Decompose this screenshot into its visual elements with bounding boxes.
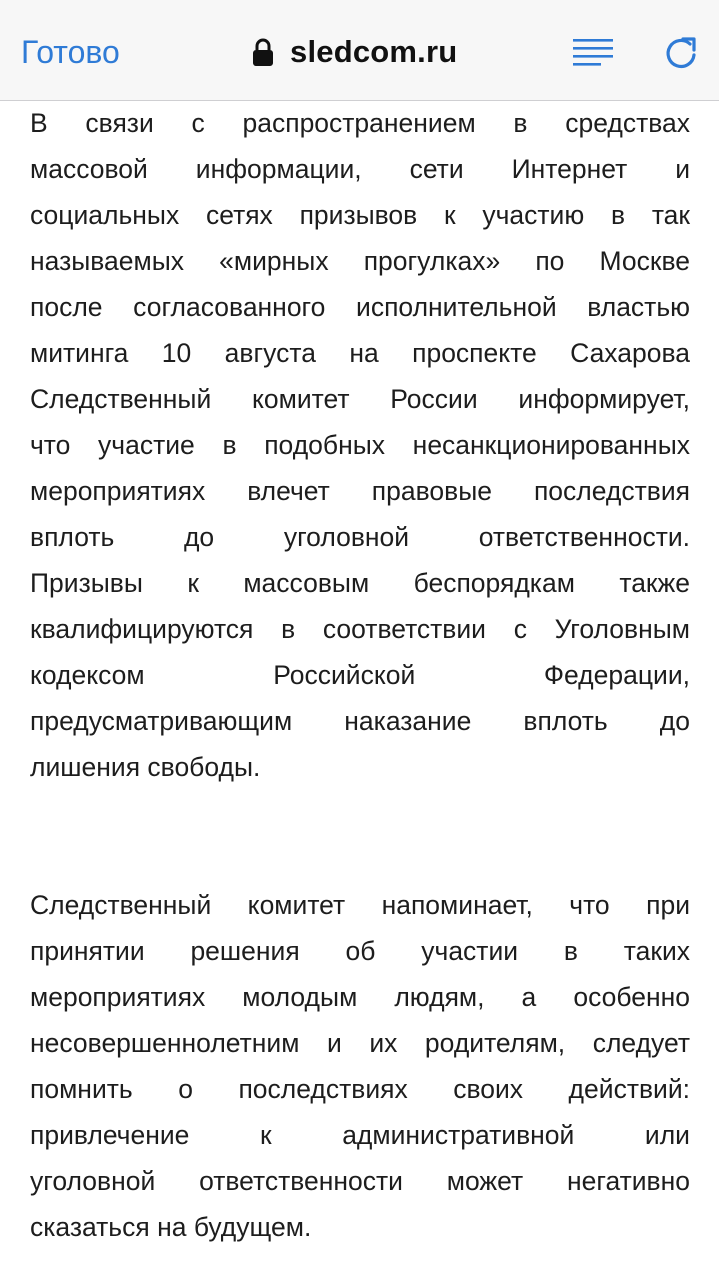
text-line: Следственный комитет напоминает, что при xyxy=(30,890,690,920)
text-line: мероприятиях молодым людям, а особенно xyxy=(30,982,690,1012)
text-line: уголовной ответственности может негативно xyxy=(30,1166,690,1196)
text-line: несовершеннолетним и их родителям, следует xyxy=(30,1028,690,1058)
text-line: кодексом Российской Федерации, xyxy=(30,660,690,690)
text-line: принятии решения об участии в таких xyxy=(30,936,690,966)
text-line: помнить о последствиях своих действий: xyxy=(30,1074,690,1104)
text-line: сказаться на будущем. xyxy=(30,1212,312,1242)
text-line: после согласованного исполнительной властью xyxy=(30,292,690,322)
text-line: массовой информации, сети Интернет и xyxy=(30,154,690,184)
text-line: Призывы к массовым беспорядкам также xyxy=(30,568,690,598)
text-line: митинга 10 августа на проспекте Сахарова xyxy=(30,338,690,368)
reader-mode-icon[interactable] xyxy=(573,38,613,68)
domain-text: sledcom.ru xyxy=(290,34,458,69)
lock-icon xyxy=(252,37,274,67)
text-line: мероприятиях влечет правовые последствия xyxy=(30,476,690,506)
article-paragraph-1 xyxy=(30,100,690,790)
text-line: предусматривающим наказание вплоть до xyxy=(30,706,690,736)
address-bar[interactable] xyxy=(252,30,457,74)
text-line: привлечение к административной или xyxy=(30,1120,690,1150)
paragraph-spacer xyxy=(30,790,690,882)
text-line: социальных сетях призывов к участию в так xyxy=(30,200,690,230)
text-line: называемых «мирных прогулках» по Москве xyxy=(30,246,690,276)
text-line: лишения свободы. xyxy=(30,752,261,782)
text-line: квалифицируются в соответствии с Уголовным xyxy=(30,614,690,644)
text-line: В связи с распространением в средствах xyxy=(30,108,690,138)
article-paragraph-2 xyxy=(30,882,690,1250)
browser-toolbar xyxy=(0,0,719,101)
done-button[interactable]: Готово xyxy=(21,34,120,70)
text-line: вплоть до уголовной ответственности. xyxy=(30,522,690,552)
article-body xyxy=(30,100,690,1250)
text-line: что участие в подобных несанкционированных xyxy=(30,430,690,460)
text-line: Следственный комитет России информирует, xyxy=(30,384,690,414)
reload-icon[interactable] xyxy=(664,34,698,70)
